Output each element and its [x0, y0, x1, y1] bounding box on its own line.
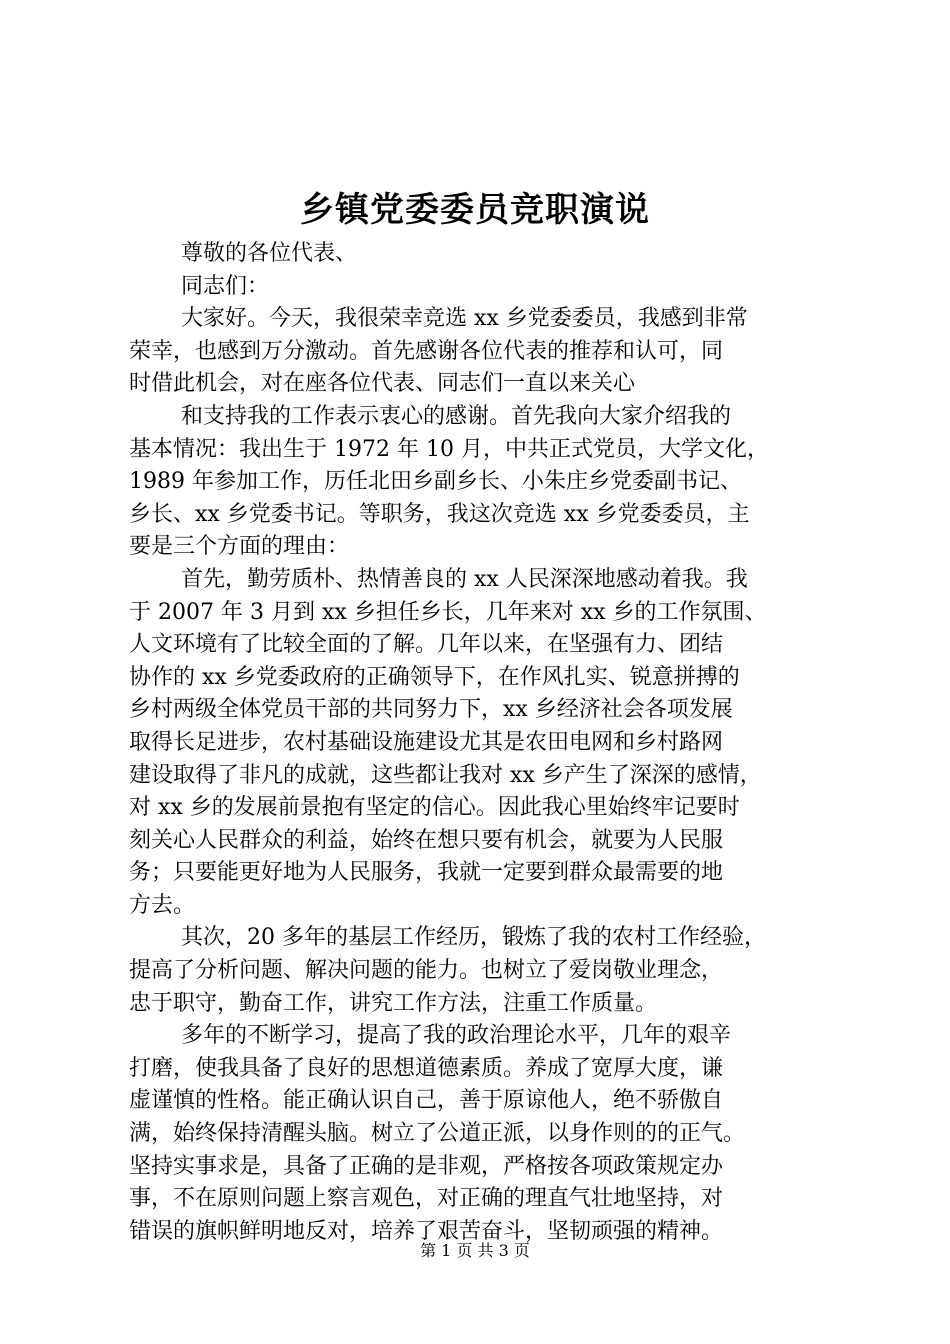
paragraph-line: 取得长足进步，农村基础设施建设尤其是农田电网和乡村路网: [129, 729, 724, 755]
paragraph-line: 忠于职守，勤奋工作，讲究工作方法，注重工作质量。: [129, 990, 658, 1016]
paragraph-line: 务；只要能更好地为人民服务，我就一定要到群众最需要的地: [129, 860, 724, 886]
paragraph-line: 协作的 xx 乡党委政府的正确领导下，在作风扎实、锐意拼搏的: [129, 664, 740, 690]
paragraph-line: 多年的不断学习，提高了我的政治理论水平，几年的艰辛: [181, 1023, 732, 1049]
paragraph-line: 和支持我的工作表示衷心的感谢。首先我向大家介绍我的: [181, 403, 732, 429]
page-number-footer: 第 1 页 共 3 页: [420, 1241, 530, 1260]
paragraph-line: 建设取得了非凡的成就，这些都让我对 xx 乡产生了深深的感情，: [129, 762, 762, 788]
paragraph-line: 提高了分析问题、解决问题的能力。也树立了爱岗敬业理念，: [129, 958, 724, 984]
paragraph-line: 错误的旗帜鲜明地反对，培养了艰苦奋斗，坚韧顽强的精神。: [129, 1218, 724, 1244]
paragraph-line: 事，不在原则问题上察言观色，对正确的理直气壮地坚持，对: [129, 1186, 724, 1212]
paragraph-line: 首先，勤劳质朴、热情善良的 xx 人民深深地感动着我。我: [181, 566, 748, 592]
page-title: 乡镇党委委员竞职演说: [300, 190, 650, 230]
paragraph-line: 打磨，使我具备了良好的思想道德素质。养成了宽厚大度，谦: [129, 1055, 724, 1081]
paragraph-line: 大家好。今天，我很荣幸竞选 xx 乡党委委员，我感到非常: [181, 306, 748, 332]
paragraph-line: 基本情况：我出生于 1972 年 10 月，中共正式党员，大学文化，: [129, 436, 769, 462]
paragraph-line: 人文环境有了比较全面的了解。几年以来，在坚强有力、团结: [129, 632, 724, 658]
paragraph-line: 刻关心人民群众的利益，始终在想只要有机会，就要为人民服: [129, 827, 724, 853]
paragraph-line: 对 xx 乡的发展前景抱有坚定的信心。因此我心里始终牢记要时: [129, 795, 740, 821]
paragraph-line: 乡村两级全体党员干部的共同努力下，xx 乡经济社会各项发展: [129, 697, 733, 723]
paragraph-line: 于 2007 年 3 月到 xx 乡担任乡长，几年来对 xx 乡的工作氛围、: [129, 599, 767, 625]
paragraph-line: 荣幸，也感到万分激动。首先感谢各位代表的推荐和认可，同: [129, 338, 724, 364]
salutation-line: 同志们：: [181, 273, 270, 299]
paragraph-line: 乡长、xx 乡党委书记。等职务，我这次竞选 xx 乡党委委员，主: [129, 501, 750, 527]
paragraph-line: 时借此机会，对在座各位代表、同志们一直以来关心: [129, 371, 636, 397]
paragraph-line: 1989 年参加工作，历任北田乡副乡长、小朱庄乡党委副书记、: [129, 469, 742, 495]
paragraph-line: 满，始终保持清醒头脑。树立了公道正派，以身作则的的正气。: [129, 1121, 746, 1147]
paragraph-line: 其次，20 多年的基层工作经历，锻炼了我的农村工作经验，: [181, 925, 766, 951]
paragraph-line: 坚持实事求是，具备了正确的是非观，严格按各项政策规定办: [129, 1153, 724, 1179]
paragraph-line: 方去。: [129, 892, 196, 918]
salutation-line: 尊敬的各位代表、: [181, 241, 358, 266]
paragraph-line: 虚谨慎的性格。能正确认识自己，善于原谅他人，绝不骄傲自: [129, 1088, 724, 1114]
document-body: [129, 238, 833, 1248]
paragraph-line: 要是三个方面的理由：: [129, 534, 350, 560]
